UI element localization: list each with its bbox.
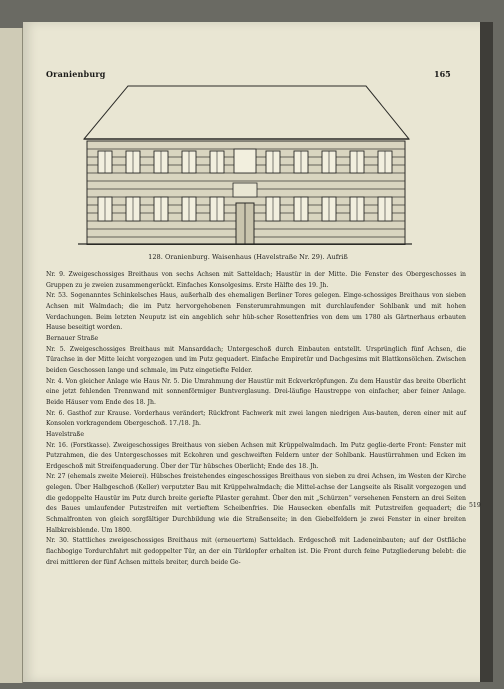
paragraph-haus-nr-16: Nr. 16. (Forstkasse). Zweigeschossiges Breithaus von sieben Achsen mit Krüppelwalmdach. Im Putz geglie-derte Front: Fenster mit Putzrahmen, die des Untergeschosses mit Eckohren und geschweiften Feldern unter der Sohlbank. Haustürrahmen und Ecken im Erdgeschoß mit Streifenquaderung. Über der Tür hübsches Oberlicht; Ende des 18. Jh. [46, 441, 466, 470]
paragraph-haus-nr-27: Nr. 27 (ehemals zweite Meierei). Hübsches freistehendes eingeschossiges Breithaus von sieben zu drei Achsen, im Westen der Kirche gelegen. Über Halbgeschoß (Keller) verputzter Bau mit Krüppelwalmdach; die Mittel-achse der Langseite als Risalit vorgezogen und die gedoppelte Haustür im Putz durch breite geriefte Pilaster gerahmt. Über den mit „Schürzen“ versehenen Fenstern an drei Seiten des Baues umlaufender Putzstreifen mit vertieftem Scheibenfries. Die Hausecken ebenfalls mit Putzstreifen gequadert; die Schmalfronten von gleich sorgfältiger Durchbildung wie die Straßenseite; in den Giebelfeldern je zwei Fenster in einer breiten Halbkreisblende. Um 1800. [46, 473, 466, 534]
paragraph-haus-nr-30: Nr. 30. Stattliches zweigeschossiges Breithaus mit (erneuertem) Satteldach. Erdgeschoß mit Ladeneinbauten; auf der Ostfläche flachbogige Tordurchfahrt mit gedoppelter Tür, an der ein Türklopfer erhalten ist. Die Front durch feine Putzgliederung belebt: die drei mittleren der fünf Achsen mittels breiter, durch beide Ge- [46, 537, 466, 566]
paragraph-haus-nr-4: Nr. 4. Von gleicher Anlage wie Haus Nr. 5. Die Umrahmung der Haustür mit Eckverkröpfungen. Zu dem Haustür das breite Oberlicht eine jetzt fehlenden Trennwand mit sonnenförmiger Buntverglasung. Drei-läufige Haustreppe von einfacher, aber feiner Anlage. Beide Häuser vom Ende des 18. Jh. [46, 377, 466, 406]
page-gutter-shadow [480, 22, 493, 682]
street-heading-havel: Havelstraße [46, 430, 85, 438]
figure-caption: 128. Oranienburg. Waisenhaus (Havelstraße Nr. 29). Aufriß [148, 253, 348, 261]
paragraph-haus-nr-9: Nr. 9. Zweigeschossiges Breithaus von sechs Achsen mit Satteldach; Haustür in der Mitte. Die Fenster des Obergeschosses in Gruppen zu je zweien zusammengerückt. Einfaches Konsolgesims. Erste Hälfte des 19. Jh. [46, 271, 466, 289]
building-elevation-drawing [70, 85, 412, 245]
margin-number: 519 [469, 502, 481, 509]
paragraph-haus-nr-5: Nr. 5. Zweigeschossiges Breithaus mit Mansarddach; Untergeschoß durch Einbauten entstellt. Ursprünglich fünf Achsen, die Türachse in der Mitte leicht vorgezogen und im Putz gequadert. Einfache Empiretür und Dachgesims mit Blattkonsölchen. Zwischen beiden Geschossen lange und schmale, im Putz eingetiefte Felder. [46, 345, 466, 374]
paragraph-haus-nr-6: Nr. 6. Gasthof zur Krause. Vorderhaus verändert; Rückfront Fachwerk mit zwei langen niedrigen Aus-bauten, deren einer mit auf Konsolen vorkragendem Obergeschoß. 17./18. Jh. [46, 409, 466, 428]
previous-page-edge [0, 28, 23, 683]
paragraph-haus-nr-53: Nr. 53. Sogenanntes Schinkelsches Haus, außerhalb des ehemaligen Berliner Tores gelegen. Einge-schossiges Breithaus von sieben Achsen mit Walmdach; die im Putz hervorgehobenen Fensterumrahmungen mit durchlaufender Sohlbank und mit hohen Verdachungen. Beim letzten Neuputz ist ein angeblich sehr hüb-scher Rosettenfries von dem um 1780 als Gärtnerhaus erbauten Hause beseitigt worden. [46, 292, 466, 332]
street-heading-bernauer: Bernauer Straße [46, 334, 99, 342]
page-number: 165 [434, 69, 451, 79]
body-text [46, 270, 466, 568]
running-head: Oranienburg [46, 69, 106, 79]
